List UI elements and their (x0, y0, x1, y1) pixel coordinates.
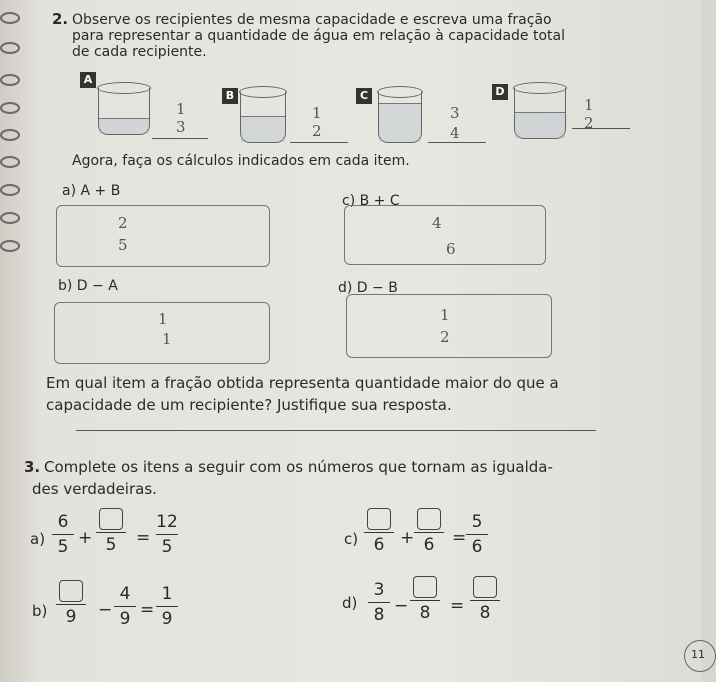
q3-d-label: d) (342, 594, 358, 612)
item-d-ans-num: 1 (440, 306, 450, 324)
container-a-answer-num: 1 (176, 100, 186, 118)
item-c-label: c) B + C (342, 193, 400, 209)
q3-a-op: + (78, 528, 93, 548)
container-d-cup (514, 88, 566, 139)
q3-b-d1: 9 (65, 607, 77, 627)
q3-c-blank-1[interactable] (367, 508, 391, 530)
item-a-ans-den: 5 (118, 236, 128, 254)
answer-line[interactable] (572, 128, 630, 129)
q3-b-rn: 1 (161, 584, 173, 604)
item-d-label: d) D − B (338, 280, 398, 296)
item-c-answer-box[interactable] (344, 205, 546, 265)
spiral-binding (0, 0, 40, 682)
item-b-ans-num: 1 (158, 310, 168, 328)
item-a-answer-box[interactable] (56, 205, 270, 267)
answer-line[interactable] (152, 138, 208, 139)
q3-d-frac2 (410, 576, 440, 623)
q3-c-rd: 6 (471, 537, 483, 557)
container-a-cup (98, 88, 150, 135)
q3-b-eq: = (140, 600, 155, 620)
q3-a-result (156, 512, 178, 557)
q3-a-d1: 5 (57, 537, 69, 557)
container-label-d: D (492, 84, 508, 100)
container-b-answer-num: 1 (312, 104, 322, 122)
container-d-answer-den: 2 (584, 114, 594, 132)
q3-b-rd: 9 (161, 609, 173, 629)
q3-b-frac1 (56, 580, 86, 627)
q2-text-line1: Observe os recipientes de mesma capacidade e escreva uma fração (72, 12, 552, 28)
q3-b-n2: 4 (119, 584, 131, 604)
justification-answer-line[interactable] (76, 430, 596, 431)
container-d-answer-num: 1 (584, 96, 594, 114)
q3-c-blank-2[interactable] (417, 508, 441, 530)
q3-d-rd: 8 (479, 603, 491, 623)
answer-line[interactable] (428, 142, 486, 143)
q3-c-label: c) (344, 530, 359, 548)
q3-a-blank[interactable] (99, 508, 123, 530)
q3-c-eq: = (452, 528, 467, 548)
container-label-c: C (356, 88, 372, 104)
q2-number: 2. (52, 10, 69, 28)
q3-text-line1: Complete os itens a seguir com os números que tornam as igualda- (44, 458, 553, 476)
page-number-badge (684, 640, 716, 672)
q3-a-n1: 6 (57, 512, 69, 532)
q2-text-line2: para representar a quantidade de água em relação à capacidade total (72, 28, 565, 44)
q3-a-eq: = (136, 528, 151, 548)
q3-b-frac2 (114, 584, 136, 629)
q3-a-frac1 (52, 512, 74, 557)
container-c-cup (378, 92, 422, 143)
q3-d-n1: 3 (373, 580, 385, 600)
container-label-a: A (80, 72, 96, 88)
q2-question-line2: capacidade de um recipiente? Justifique sua resposta. (46, 396, 452, 414)
container-b-answer-den: 2 (312, 122, 322, 140)
q3-b-blank[interactable] (59, 580, 83, 602)
q3-b-op: − (98, 600, 113, 620)
q2-text-line3: de cada recipiente. (72, 44, 207, 60)
q3-b-d2: 9 (119, 609, 131, 629)
q3-c-rn: 5 (471, 512, 483, 532)
item-c-ans-num: 4 (432, 214, 442, 232)
container-a-answer-den: 3 (176, 118, 186, 136)
container-c-answer-num: 3 (450, 104, 460, 122)
q3-d-eq: = (450, 596, 465, 616)
q3-c-result (466, 512, 488, 557)
q3-c-op: + (400, 528, 415, 548)
q3-a-rd: 5 (161, 537, 173, 557)
container-label-b: B (222, 88, 238, 104)
page-number: 11 (691, 648, 705, 661)
item-a-ans-num: 2 (118, 214, 128, 232)
q3-c-frac1 (364, 508, 394, 555)
q3-b-label: b) (32, 602, 48, 620)
q3-d-frac1 (368, 580, 390, 625)
q3-c-frac2 (414, 508, 444, 555)
container-c-answer-den: 4 (450, 124, 460, 142)
q3-c-d2: 6 (423, 535, 435, 555)
item-b-ans-den: 1 (162, 330, 172, 348)
q3-d-result (470, 576, 500, 623)
q3-a-d2: 5 (105, 535, 117, 555)
q3-number: 3. (24, 458, 41, 476)
q2-question-line1: Em qual item a fração obtida representa quantidade maior do que a (46, 374, 559, 392)
item-b-label: b) D − A (58, 278, 118, 294)
q3-d-d2: 8 (419, 603, 431, 623)
q3-d-blank-2[interactable] (473, 576, 497, 598)
q3-a-label: a) (30, 530, 46, 548)
q3-text-line2: des verdadeiras. (32, 480, 157, 498)
q3-d-op: − (394, 596, 409, 616)
q3-a-rn: 12 (156, 512, 178, 532)
answer-line[interactable] (290, 142, 348, 143)
q3-d-blank-1[interactable] (413, 576, 437, 598)
item-a-label: a) A + B (62, 183, 121, 199)
q2-instruction: Agora, faça os cálculos indicados em cada item. (72, 153, 410, 169)
q3-b-result (156, 584, 178, 629)
q3-a-frac2 (96, 508, 126, 555)
item-d-answer-box[interactable] (346, 294, 552, 358)
container-b-cup (240, 92, 286, 143)
q3-d-d1: 8 (373, 605, 385, 625)
item-c-ans-den: 6 (446, 240, 456, 258)
item-d-ans-den: 2 (440, 328, 450, 346)
q3-c-d1: 6 (373, 535, 385, 555)
